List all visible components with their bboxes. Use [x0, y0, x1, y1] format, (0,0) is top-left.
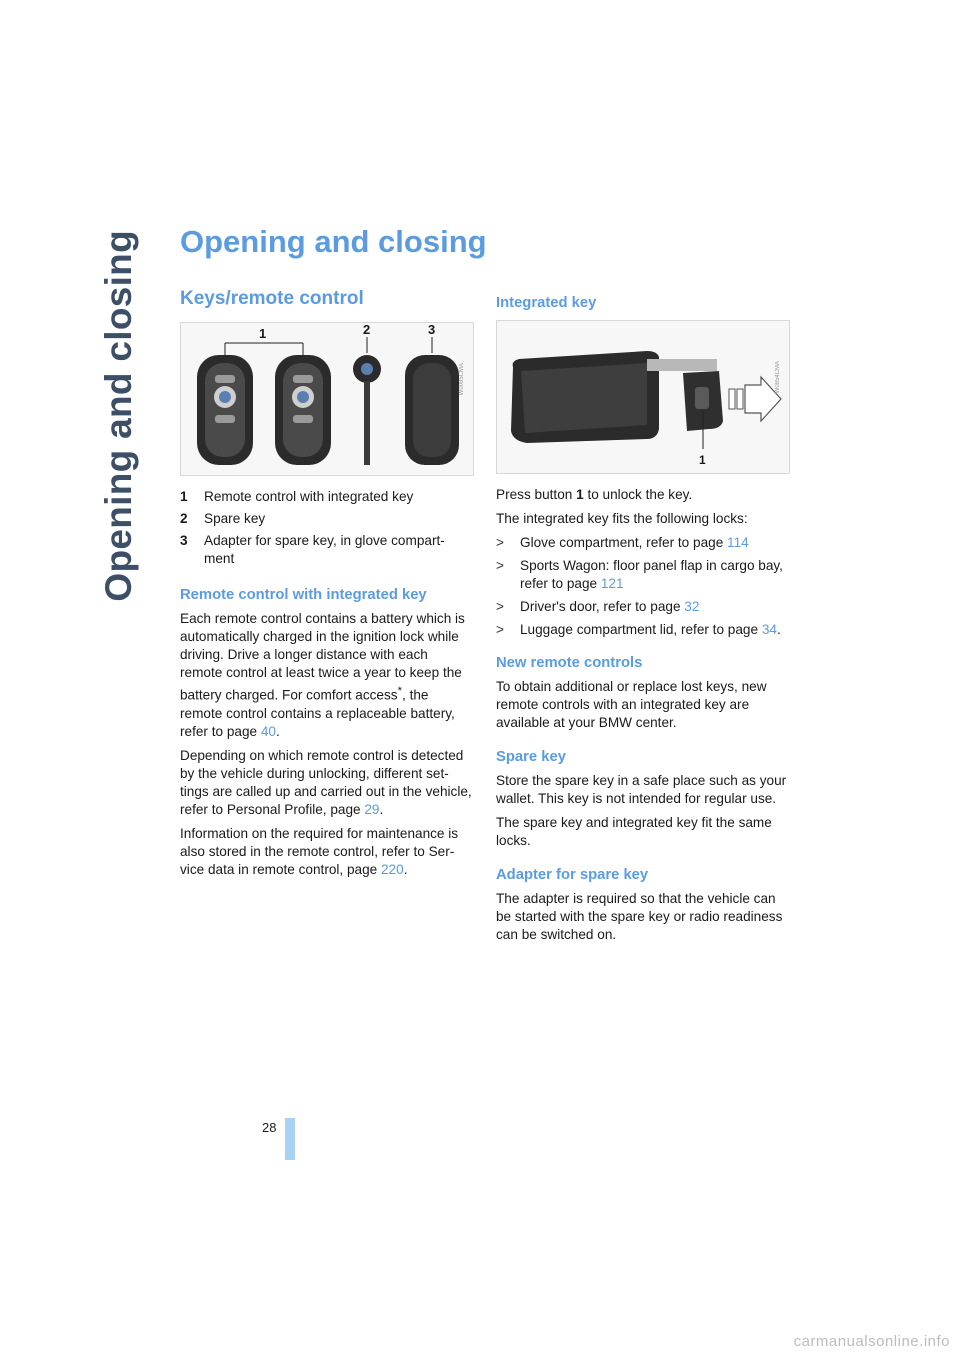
- adapter-heading: Adapter for spare key: [496, 867, 649, 883]
- legend-number: 3: [180, 533, 188, 548]
- spare-key-heading: Spare key: [496, 749, 566, 765]
- figure-code: W0854CMA: [775, 361, 781, 394]
- legend-number: 1: [180, 489, 188, 504]
- page-marker-bar: [285, 1118, 295, 1160]
- list-item-text: Glove compartment, refer to page: [520, 535, 728, 550]
- legend-item: [180, 532, 472, 568]
- paragraph-text: Depending on which remote control is detected by the vehicle during unlocking, different set-tings are called up and carried out in the vehicle, refer to Personal Profile, page: [180, 747, 472, 817]
- remote-control-heading: Remote control with integrated key: [180, 587, 427, 603]
- page-number: 28: [262, 1120, 277, 1135]
- keys-remote-heading: Keys/remote control: [180, 288, 364, 309]
- remote-control-paragraph: [180, 610, 472, 741]
- remote-control-paragraph: [180, 747, 472, 819]
- list-item-text: .: [776, 622, 781, 637]
- bullet-icon: >: [496, 622, 504, 637]
- callout-label: 1: [699, 453, 706, 467]
- list-item: [496, 534, 788, 552]
- watermark: carmanualsonline.info: [793, 1333, 950, 1350]
- paragraph-text: .: [275, 723, 280, 739]
- paragraph-text: .: [403, 861, 408, 877]
- legend-text: Spare key: [204, 511, 266, 526]
- spare-key-paragraph: The spare key and integrated key fit the same locks.: [496, 815, 772, 848]
- page-link-40[interactable]: 40: [260, 723, 276, 739]
- legend-number: 2: [180, 511, 188, 526]
- bullet-icon: >: [496, 558, 504, 573]
- spare-key-paragraph: Store the spare key in a safe place such as your wallet. This key is not intended for regular use.: [496, 773, 787, 806]
- integrated-key-illustration: [497, 321, 789, 473]
- page-link-29[interactable]: 29: [364, 801, 380, 817]
- press-button-paragraph: [496, 486, 788, 504]
- callout-label: 2: [363, 322, 371, 337]
- paragraph-text: .: [379, 801, 384, 817]
- page-link-121[interactable]: 121: [600, 576, 624, 591]
- adapter-icon: [405, 355, 459, 465]
- remote-control-icon: [275, 355, 331, 465]
- adapter-paragraph: The adapter is required so that the vehicle can be started with the spare key or radio readiness can be switched on.: [496, 891, 783, 942]
- paragraph-text: , the remote control contains a replaceable battery, refer to page: [180, 687, 455, 739]
- legend-item: [180, 488, 472, 506]
- list-item-text: Luggage compartment lid, refer to page: [520, 622, 762, 637]
- remote-control-icon: [197, 355, 253, 465]
- optional-equipment-star: *: [397, 685, 403, 697]
- bullet-icon: >: [496, 535, 504, 550]
- side-chapter-title: Opening and closing: [98, 230, 139, 602]
- page-link-114[interactable]: 114: [727, 535, 749, 550]
- list-item: [496, 598, 788, 616]
- right-column: [496, 290, 788, 950]
- paragraph-text: Press button: [496, 487, 577, 502]
- paragraph-text: to unlock the key.: [583, 487, 693, 502]
- list-item-text: Driver's door, refer to page: [520, 599, 685, 614]
- callout-label: 3: [428, 322, 436, 337]
- new-remote-heading: New remote controls: [496, 655, 643, 671]
- locks-intro: The integrated key fits the following locks:: [496, 511, 748, 526]
- list-item-text: Sports Wagon: floor panel flap in cargo bay, refer to page: [520, 558, 783, 591]
- keys-figure: [180, 322, 474, 476]
- callout-label: 1: [259, 326, 267, 341]
- page-link-34[interactable]: 34: [761, 622, 777, 637]
- legend-item: [180, 510, 472, 528]
- legend-text: Remote control with integrated key: [204, 489, 414, 504]
- paragraph-text: Each remote control contains a battery which is automatically charged in the ignition lock while driving. Drive a longer distance with each remote control at least twice a year to keep the battery charged. For comfort access: [180, 611, 465, 703]
- callout-reference: 1: [576, 487, 584, 502]
- integrated-key-figure: [496, 320, 790, 474]
- new-remote-paragraph: To obtain additional or replace lost keys, new remote controls with an integrated key are available at your BMW center.: [496, 679, 767, 730]
- integrated-key-heading: Integrated key: [496, 295, 597, 311]
- figure-code: W0085CMA: [459, 363, 465, 396]
- remote-control-paragraph: [180, 825, 472, 879]
- left-column: [180, 290, 472, 885]
- list-item: [496, 557, 788, 593]
- bullet-icon: >: [496, 599, 504, 614]
- remote-control-icon: [511, 351, 659, 443]
- page-link-220[interactable]: 220: [381, 861, 404, 877]
- spare-key-icon: [353, 355, 381, 465]
- page-link-32[interactable]: 32: [684, 599, 700, 614]
- list-item: [496, 621, 788, 639]
- legend-text: Adapter for spare key, in glove compart-ment: [204, 533, 445, 566]
- paragraph-text: Information on the required for maintenance is also stored in the remote control, refer to Ser-vice data in remote control, page: [180, 825, 459, 877]
- keys-illustration: [181, 323, 473, 475]
- page-title: Opening and closing: [180, 224, 487, 259]
